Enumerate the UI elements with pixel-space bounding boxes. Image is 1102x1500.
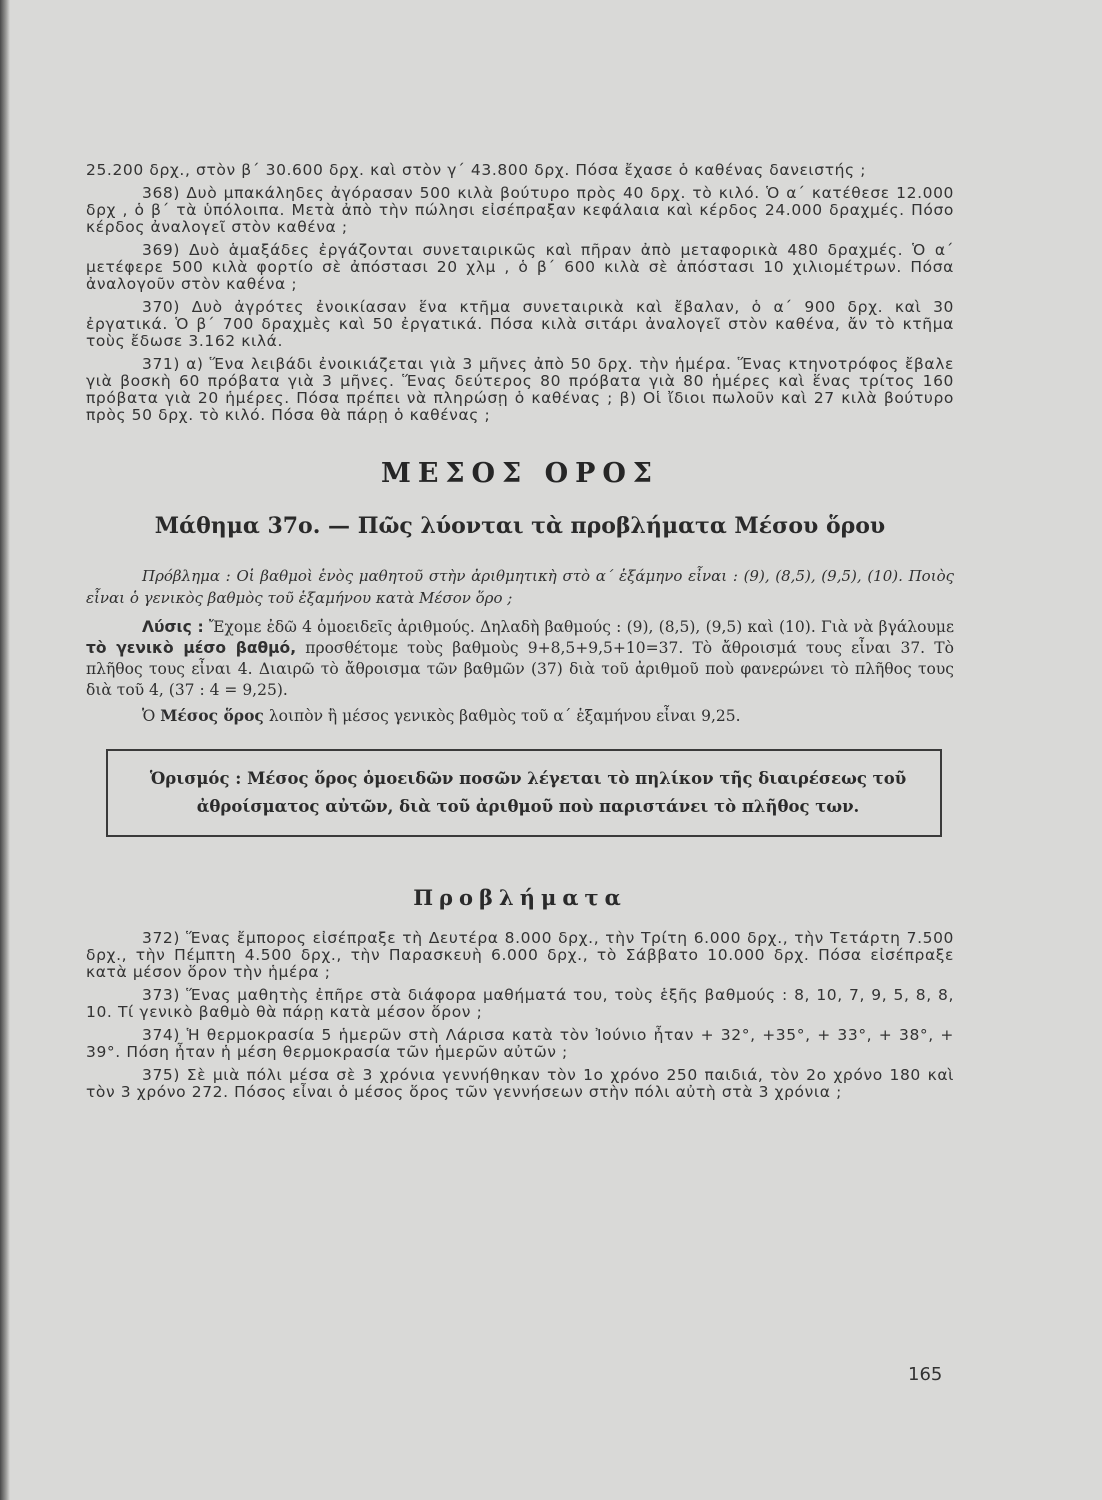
conclusion-post: λοιπὸν ἢ μέσος γενικὸς βαθμὸς τοῦ α΄ ἑξαμήνου εἶναι 9,25. <box>268 707 741 725</box>
lesson-title: Μάθημα 37ο. — Πῶς λύονται τὰ προβλήματα Μέσου ὅρου <box>154 513 886 539</box>
problems-title: Προβλήματα <box>413 885 627 910</box>
problem-370: 370) Δυὸ ἀγρότες ἐνοικίασαν ἕνα κτῆμα συνεταιρικὰ καὶ ἔβαλαν, ὁ α΄ 900 δρχ. καὶ 30 ἐργατικά. Ὁ β΄ 700 δραχμὲς καὶ 50 ἐργατικά. Πόσα κιλὰ σιτάρι ἀναλογεῖ στὸν καθένα, ἄν τὸ κτῆμα τοὺς ἔδωσε 3.162 κιλά. <box>86 298 954 350</box>
solution <box>86 617 954 701</box>
definition-label: Ὁρισμός : <box>149 769 242 788</box>
page-binding-edge <box>0 0 10 1500</box>
definition-text: Μέσος ὅρος ὁμοειδῶν ποσῶν λέγεται τὸ πηλίκον τῆς διαιρέσεως τοῦ ἀθροίσματος αὐτῶν, διὰ τοῦ ἀριθμοῦ ποὺ παριστάνει τὸ πλῆθος των. <box>196 769 907 816</box>
definition-box <box>106 749 942 837</box>
page-content <box>86 162 954 1107</box>
solution-label: Λύσις : <box>142 618 204 636</box>
problem-373: 373) Ἕνας μαθητὴς ἐπῆρε στὰ διάφορα μαθήματά του, τοὺς ἑξῆς βαθμούς : 8, 10, 7, 9, 5, 8, 8, 10. Τί γενικὸ βαθμὸ θὰ πάρῃ κατὰ μέσον ὅρον ; <box>86 986 954 1021</box>
problem-368: 368) Δυὸ μπακάληδες ἀγόρασαν 500 κιλὰ βούτυρο πρὸς 40 δρχ. τὸ κιλό. Ὁ α΄ κατέθεσε 12.000 δρχ , ὁ β΄ τὰ ὑπόλοιπα. Μετὰ ἀπὸ τὴν πώλησι εἰσέπραξαν κεφάλαια καὶ κέρδος 24.000 δραχμές. Πόσο κέρδος ἀναλογεῖ στὸν καθένα ; <box>86 184 954 236</box>
problem-369: 369) Δυὸ ἁμαξάδες ἐργάζονται συνεταιρικῶς καὶ πῆραν ἀπὸ μεταφορικὰ 480 δραχμές. Ὁ α΄ μετέφερε 500 κιλὰ φορτίο σὲ ἀπόστασι 20 χλμ , ὁ β΄ 600 κιλὰ σὲ ἀπόστασι 10 χιλιομέτρων. Πόσα ἀναλογοῦν στὸν καθένα ; <box>86 241 954 293</box>
problem-372: 372) Ἕνας ἔμπορος εἰσέπραξε τὴ Δευτέρα 8.000 δρχ., τὴν Τρίτη 6.000 δρχ., τὴν Τετάρτη 7.500 δρχ., τὴν Πέμπτη 4.500 δρχ., τὴν Παρασκευὴ 6.000 δρχ., τὸ Σάββατο 10.000 δρχ. Πόσα εἰσέπραξε κατὰ μέσον ὅρον τὴν ἡμέρα ; <box>86 929 954 981</box>
section-title: ΜΕΣΟΣ ΟΡΟΣ <box>381 458 659 489</box>
conclusion <box>86 705 954 727</box>
conclusion-pre: Ὁ <box>142 707 156 725</box>
worked-problem-text: Οἱ βαθμοὶ ἑνὸς μαθητοῦ στὴν ἀριθμητικὴ στὸ α΄ ἑξάμηνο εἶναι : (9), (8,5), (9,5), (10). Ποιὸς εἶναι ὁ γενικὸς βαθμὸς τοῦ ἑξαμήνου κατὰ Μέσον ὅρο ; <box>86 567 955 607</box>
problem-374: 374) Ἡ θερμοκρασία 5 ἡμερῶν στὴ Λάρισα κατὰ τὸν Ἰούνιο ἦταν + 32°, +35°, + 33°, + 38°, + 39°. Πόση ἦταν ἡ μέση θερμοκρασία τῶν ἡμερῶν αὐτῶν ; <box>86 1026 954 1061</box>
solution-part1: Ἔχομε ἐδῶ 4 ὁμοειδεῖς ἀριθμούς. Δηλαδὴ βαθμούς : (9), (8,5), (9,5) καὶ (10). Γιὰ νὰ βγάλουμε <box>208 618 954 636</box>
problem-367-ending: 25.200 δρχ., στὸν β΄ 30.600 δρχ. καὶ στὸν γ΄ 43.800 δρχ. Πόσα ἔχασε ὁ καθένας δανειστής ; <box>86 161 867 179</box>
conclusion-bold: Μέσος ὅρος <box>160 706 264 725</box>
problem-371: 371) α) Ἕνα λειβάδι ἐνοικιάζεται γιὰ 3 μῆνες ἀπὸ 50 δρχ. τὴν ἡμέρα. Ἕνας κτηνοτρόφος ἔβαλε γιὰ βοσκὴ 60 πρόβατα γιὰ 3 μῆνες. Ἕνας δεύτερος 80 πρόβατα γιὰ 80 ἡμέρες καὶ ἕνας τρίτος 160 πρόβατα γιὰ 20 ἡμέρες. Πόσα πρέπει νὰ πληρώσῃ ὁ καθένας ; β) Οἱ ἴδιοι πωλοῦν καὶ 27 κιλὰ βούτυρο πρὸς 50 δρχ. τὸ κιλό. Πόσα θὰ πάρῃ ὁ καθένας ; <box>86 355 954 424</box>
problem-375: 375) Σὲ μιὰ πόλι μέσα σὲ 3 χρόνια γεννήθηκαν τὸν 1ο χρόνο 250 παιδιά, τὸν 2ο χρόνο 180 καὶ τὸν 3 χρόνο 272. Πόσος εἶναι ὁ μέσος ὅρος τῶν γεννήσεων στὴν πόλι αὐτὴ στὰ 3 χρόνια ; <box>86 1066 954 1101</box>
page-number: 165 <box>908 1364 943 1385</box>
solution-bold: τὸ γενικὸ μέσο βαθμό, <box>86 639 297 657</box>
worked-problem-label: Πρόβλημα : <box>142 567 231 585</box>
solution-part2: προσθέτομε τοὺς βαθμοὺς 9+8,5+9,5+10=37. Τὸ ἄθροισμά τους εἶναι 37. Τὸ πλῆθος τους εἶναι 4. Διαιρῶ τὸ ἄθροισμα τῶν βαθμῶν (37) διὰ τοῦ ἀριθμοῦ ποὺ φανερώνει τὸ πλῆθος τους διὰ τοῦ 4, (37 : 4 = 9,25). <box>86 639 954 699</box>
worked-problem <box>86 565 954 609</box>
